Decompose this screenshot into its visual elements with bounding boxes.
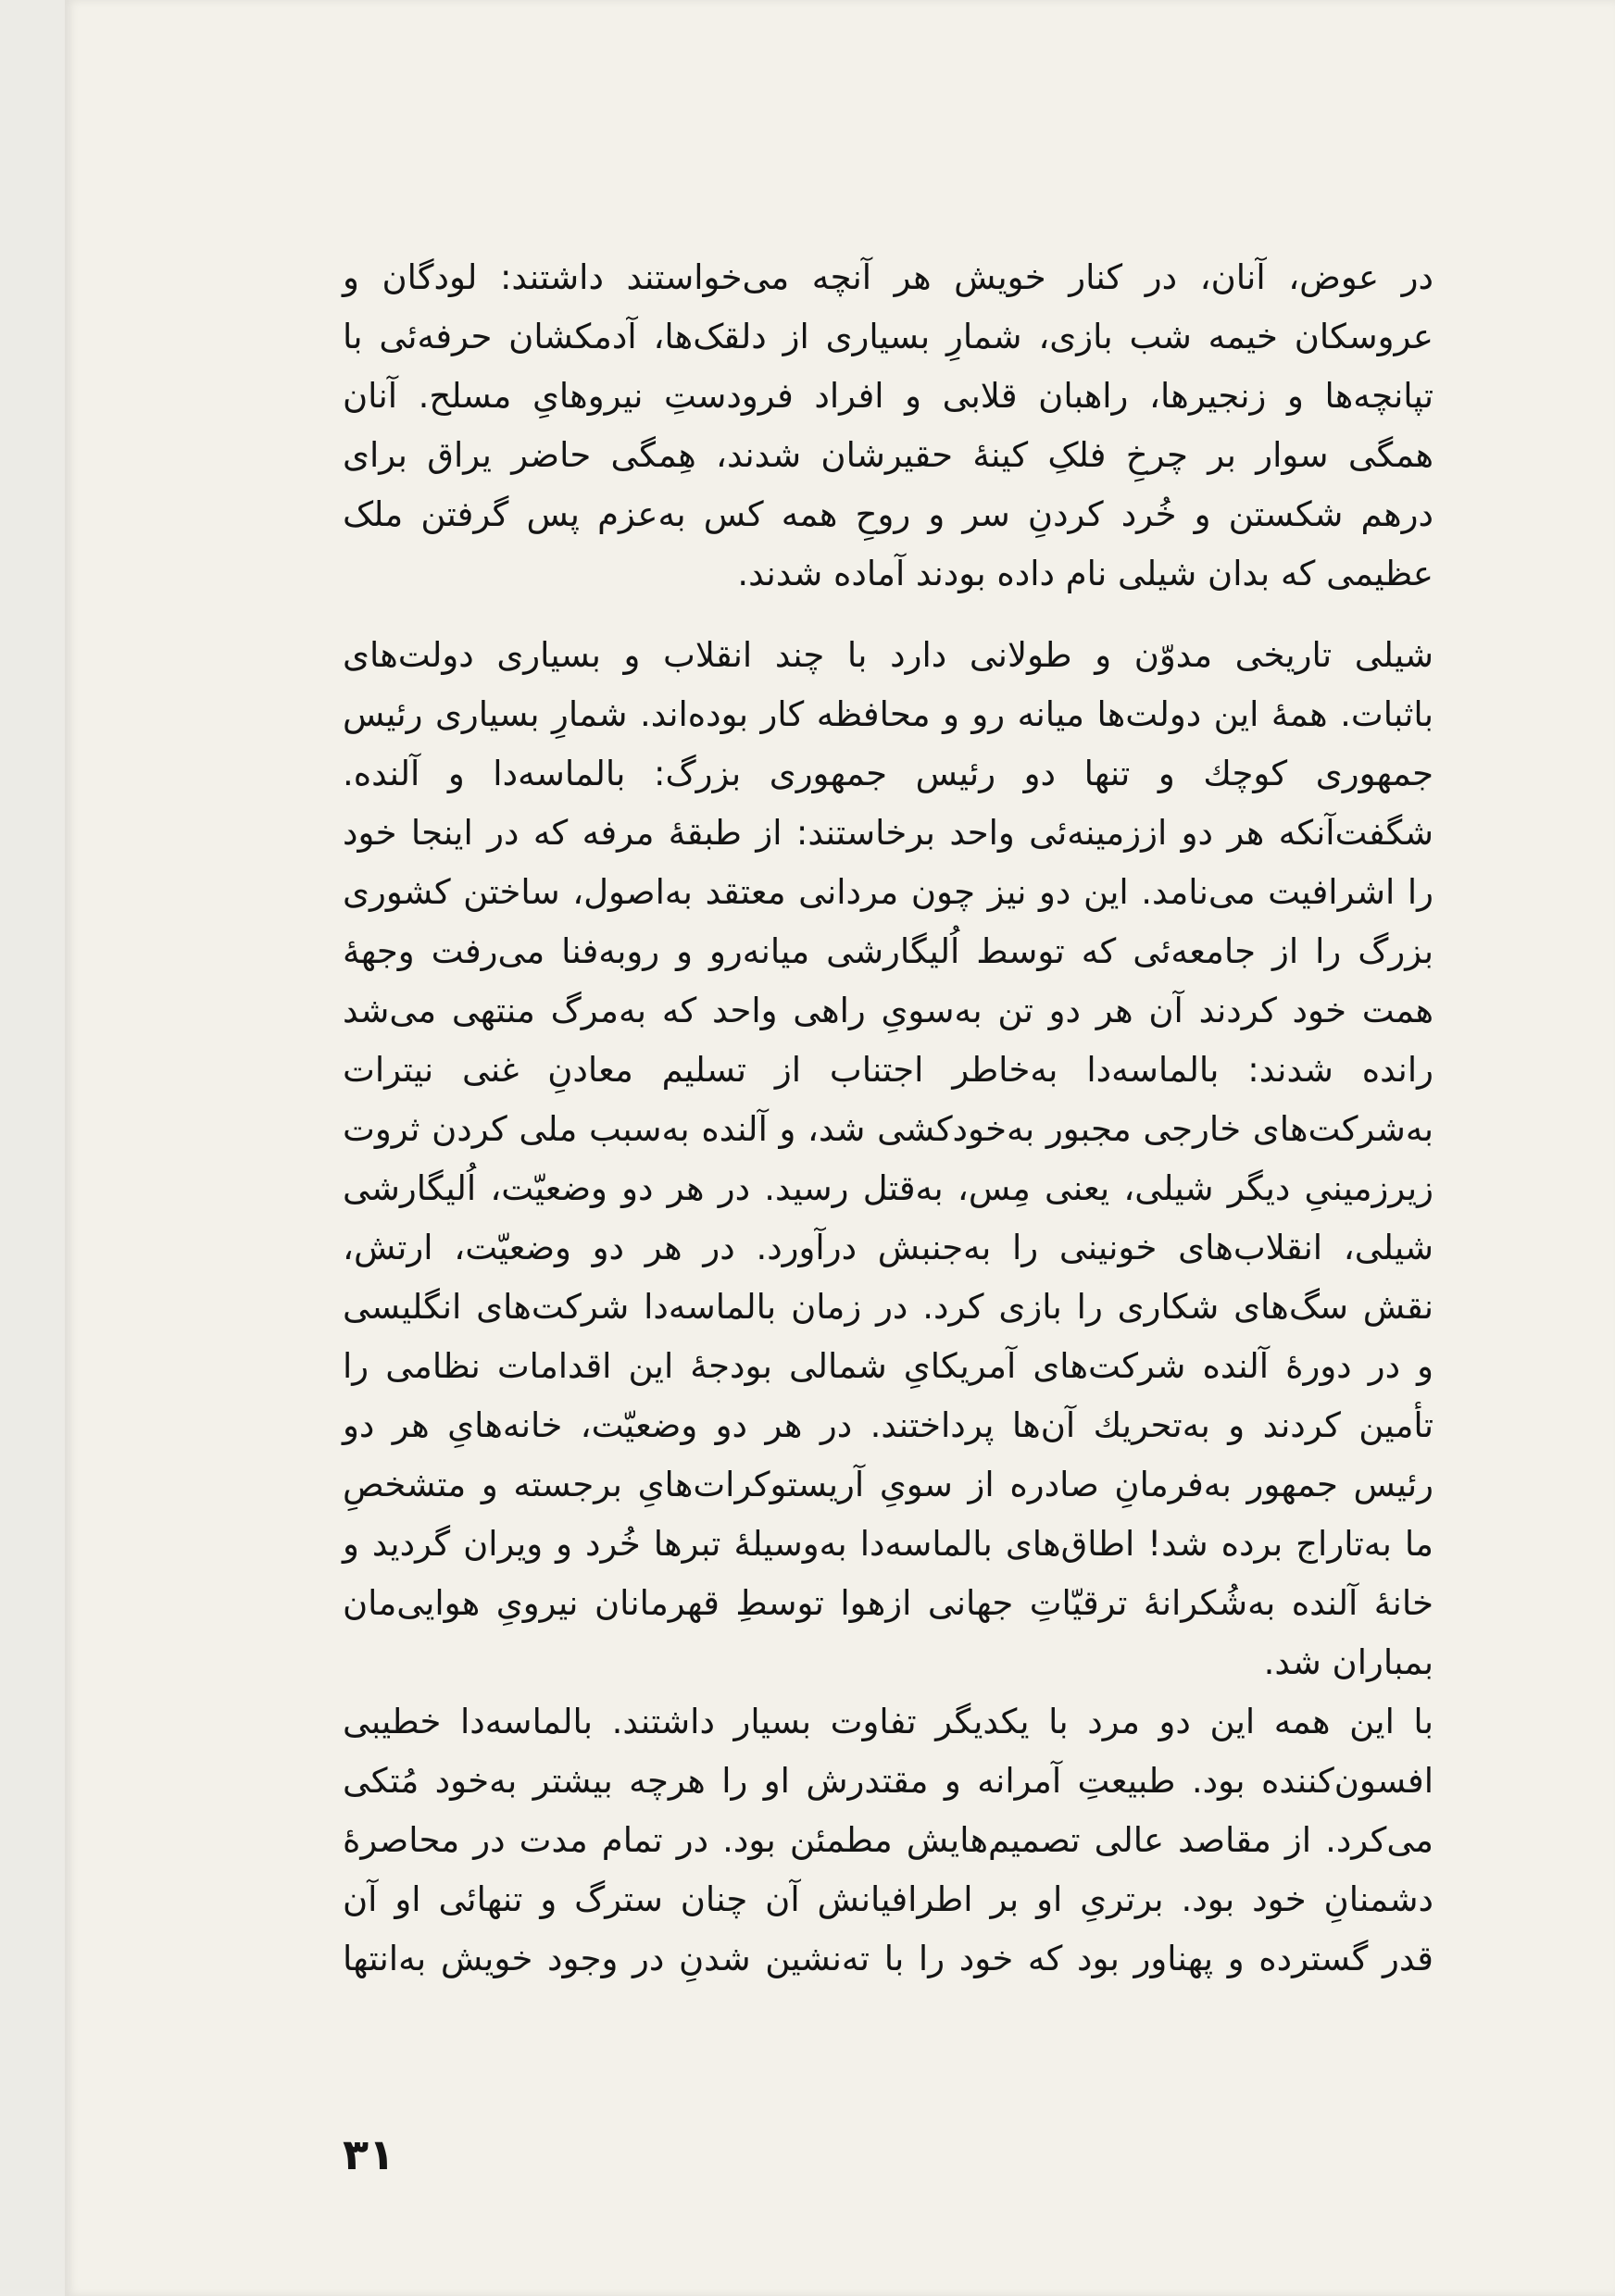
text-line: می‌کرد. از مقاصد عالی تصمیم‌هایش مطمئن بود. در تمام مدت در محاصرهٔ — [343, 1820, 1433, 1860]
paragraph-3 — [343, 1692, 1433, 1989]
text-line: جمهوری کوچك و تنها دو رئیس جمهوری بزرگ: بالماسه‌دا و آلنده. — [343, 754, 1433, 793]
text-line: افسون‌کننده بود. طبیعتِ آمرانه و مقتدرش او را هرچه بیشتر به‌خود مُتکی — [343, 1761, 1433, 1801]
text-line: عظیمی که بدان شیلی نام داده بودند آماده شدند. — [737, 554, 1433, 593]
text-line: دشمنانِ خود بود. برتریِ او بر اطرافیانش آن چنان سترگ و تنهائی او آن — [343, 1879, 1433, 1919]
page-number: ۳۱ — [343, 2129, 395, 2179]
text-line: بزرگ را از جامعه‌ئی که توسط اُلیگارشی میانه‌رو و روبه‌فنا می‌رفت وجههٔ — [343, 931, 1433, 971]
text-line: ما به‌تاراج برده شد! اطاق‌های بالماسه‌دا به‌وسیلهٔ تبرها خُرد و ویران گردید و — [343, 1524, 1433, 1564]
text-line: شگفت‌آنکه هر دو اززمینه‌ئی واحد برخاستند: از طبقهٔ مرفه که در اینجا خود — [343, 813, 1433, 853]
body-text — [343, 248, 1433, 1989]
book-page — [65, 0, 1615, 2296]
text-line: و در دورهٔ آلنده شرکت‌های آمریکایِ شمالی بودجهٔ این اقدامات نظامی را — [343, 1346, 1433, 1386]
text-line: رئیس جمهور به‌فرمانِ صادره از سویِ آریستوکرات‌هایِ برجسته و متشخصِ — [343, 1465, 1433, 1504]
text-line: شیلی تاریخی مدوّن و طولانی دارد با چند انقلاب و بسیاری دولت‌های — [343, 635, 1433, 675]
text-line: با این همه این دو مرد با یکدیگر تفاوت بسیار داشتند. بالماسه‌دا خطیبی — [343, 1702, 1433, 1741]
text-line: رانده شدند: بالماسه‌دا به‌خاطر اجتناب از تسلیم معادنِ غنی نیترات — [343, 1050, 1433, 1090]
paragraph-2 — [343, 626, 1433, 1692]
text-line: شیلی، انقلاب‌های خونینی را به‌جنبش درآورد. در هر دو وضعیّت، ارتش، — [343, 1228, 1433, 1267]
text-line: بمباران شد. — [1263, 1642, 1433, 1682]
text-line: باثبات. همهٔ این دولت‌ها میانه رو و محافظه کار بوده‌اند. شمارِ بسیاری رئیس — [343, 694, 1433, 734]
text-line: تأمین کردند و به‌تحریك آن‌ها پرداختند. در هر دو وضعیّت، خانه‌هایِ هر دو — [343, 1405, 1433, 1445]
text-line: زیرزمینیِ دیگر شیلی، یعنی مِس، به‌قتل رسید. در هر دو وضعیّت، اُلیگارشی — [343, 1168, 1433, 1208]
text-line: عروسکان خیمه شب بازی، شمارِ بسیاری از دلقک‌ها، آدمکشان حرفه‌ئی با — [343, 317, 1433, 356]
text-line: تپانچه‌ها و زنجیرها، راهبان قلابی و افراد فرودستِ نیروهایِ مسلح. آنان — [343, 376, 1433, 416]
text-line: قدر گسترده و پهناور بود که خود را با ته‌نشین شدنِ در وجود خویش به‌انتها — [343, 1939, 1433, 1978]
text-line: خانهٔ آلنده به‌شُکرانهٔ ترقیّاتِ جهانی ازهوا توسطِ قهرمانان نیرویِ هوایی‌مان — [343, 1583, 1433, 1623]
text-line: همگی سوار بر چرخِ فلکِ کینهٔ حقیرشان شدند، هِمگی حاضر یراق برای — [343, 435, 1433, 475]
text-line: به‌شرکت‌های خارجی مجبور به‌خودکشی شد، و آلنده به‌سبب ملی کردن ثروت — [343, 1109, 1433, 1149]
paragraph-1 — [343, 248, 1433, 604]
text-line: همت خود کردند آن هر دو تن به‌سویِ راهی واحد که به‌مرگ منتهی می‌شد — [343, 991, 1433, 1030]
text-line: در عوض، آنان، در کنار خویش هر آنچه می‌خواستند داشتند: لودگان و — [343, 257, 1433, 297]
text-line: درهم شکستن و خُرد کردنِ سر و روحِ همه کس به‌عزم پس گرفتن ملک — [343, 494, 1433, 534]
text-line: را اشرافیت می‌نامد. این دو نیز چون مردانی معتقد به‌اصول، ساختن کشوری — [343, 872, 1433, 912]
text-line: نقش سگ‌های شکاری را بازی کرد. در زمان بالماسه‌دا شرکت‌های انگلیسی — [343, 1287, 1433, 1327]
